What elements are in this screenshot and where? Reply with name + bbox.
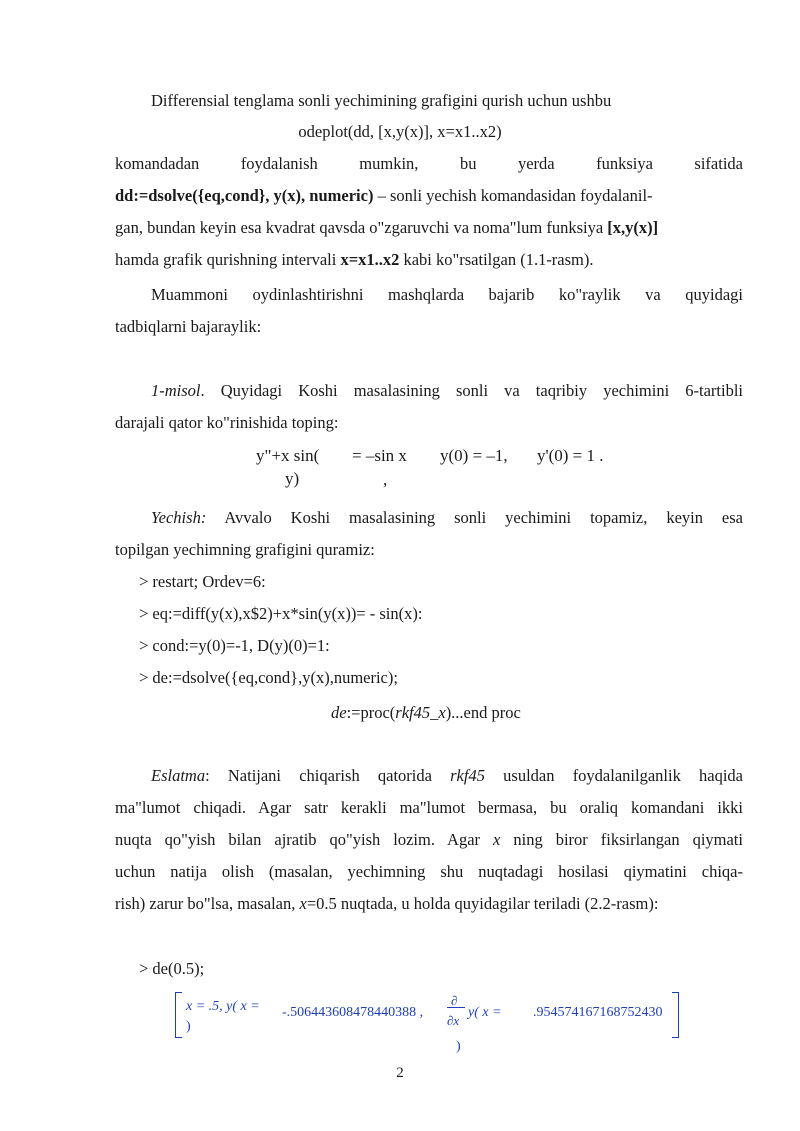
text: nuqta qo"yish bilan ajratib qo"yish lozim. Agar bbox=[115, 830, 494, 849]
text: Avvalo Koshi masalasining sonli yechimini topamiz, keyin esa bbox=[206, 508, 743, 527]
odeplot-command: odeplot(dd, [x,y(x)], x=x1..x2) bbox=[298, 122, 502, 141]
partial-dx: ∂x bbox=[447, 1013, 460, 1028]
out-x: x = .5, y( x = bbox=[186, 999, 260, 1014]
code-line1: > restart; Ordev=6: bbox=[139, 572, 266, 591]
para2-line2: tadbiqlarni bajaraylik: bbox=[115, 317, 262, 336]
text: . Quyidagi Koshi masalasining sonli va taqribiy yechimini 6-tartibli bbox=[200, 381, 743, 400]
note-line3 bbox=[115, 829, 743, 851]
out-paren-2: ) bbox=[456, 1039, 461, 1054]
x-italic: x bbox=[493, 830, 501, 849]
code-line3: > cond:=y(0)=-1, D(y)(0)=1: bbox=[139, 636, 330, 655]
output-rkf: rkf45_x bbox=[395, 703, 446, 722]
x-italic: x bbox=[299, 894, 307, 913]
equation-rhs: = –sin x bbox=[352, 446, 407, 465]
out-paren: ) bbox=[186, 1019, 191, 1034]
note-line2: ma"lumot chiqadi. Agar satr kerakli ma"lumot bermasa, bu oraliq komandani ikki bbox=[115, 798, 743, 817]
out-value-1: -.506443608478440388 , bbox=[282, 1005, 424, 1020]
solution-line2: topilgan yechimning grafigini quramiz: bbox=[115, 540, 375, 559]
para1-line4 bbox=[115, 185, 653, 207]
code-line2: > eq:=diff(y(x),x$2)+x*sin(y(x))= - sin(x): bbox=[139, 604, 423, 623]
out-y: y( x = bbox=[468, 1005, 502, 1020]
page-number: 2 bbox=[396, 1065, 404, 1081]
text: gan, bundan keyin esa kvadrat qavsda o"zgaruvchi va noma"lum funksiya bbox=[115, 218, 608, 237]
text: : Natijani chiqarish qatorida bbox=[205, 766, 451, 785]
para1-line3 bbox=[115, 153, 743, 175]
fraction-bar bbox=[447, 1007, 465, 1008]
solution-line1 bbox=[151, 507, 743, 529]
output-de: de bbox=[331, 703, 347, 722]
left-bracket bbox=[175, 992, 182, 1038]
text: ning biror fiksirlangan qiymati bbox=[500, 830, 743, 849]
word: funksiya bbox=[596, 154, 653, 173]
example-line2: darajali qator ko"rinishida toping: bbox=[115, 413, 339, 432]
equation-lhs: y"+x sin( bbox=[256, 446, 320, 465]
text: hamda grafik qurishning intervali bbox=[115, 250, 341, 269]
word: mumkin, bbox=[359, 154, 419, 173]
example-line1 bbox=[151, 380, 743, 402]
text: usuldan foydalanilganlik haqida bbox=[484, 766, 743, 785]
word: bu bbox=[459, 154, 477, 173]
word: foydalanish bbox=[240, 154, 318, 173]
code-output bbox=[331, 702, 521, 724]
text: =0.5 nuqtada, u holda quyidagilar teriladi (2.2-rasm): bbox=[306, 894, 659, 913]
equation-under-y: y) bbox=[285, 469, 300, 488]
text: – sonli yechish komandasidan foydalanil- bbox=[373, 186, 653, 205]
para1-line6 bbox=[115, 249, 594, 271]
text: )...end proc bbox=[445, 703, 521, 722]
out-value-2: .954574167168752430 bbox=[533, 1005, 663, 1020]
para2-line1: Muammoni oydinlashtirishni mashqlarda bajarib ko"raylik va quyidagi bbox=[151, 285, 743, 304]
interval-bold: x=x1..x2 bbox=[340, 250, 400, 269]
equation-ic1: y(0) = –1, bbox=[440, 446, 508, 465]
de-call-command: > de(0.5); bbox=[139, 959, 205, 978]
text: :=proc( bbox=[346, 703, 396, 722]
word: yerda bbox=[517, 154, 555, 173]
note-line5 bbox=[115, 893, 658, 915]
example-label: 1-misol bbox=[151, 381, 201, 400]
text: kabi ko"rsatilgan (1.1-rasm). bbox=[399, 250, 594, 269]
xy-bold: [x,y(x)] bbox=[607, 218, 659, 237]
equation-comma: , bbox=[383, 470, 388, 489]
para1-line1: Differensial tenglama sonli yechimining grafigini qurish uchun ushbu bbox=[151, 91, 612, 110]
text: rish) zarur bo"lsa, masalan, bbox=[115, 894, 300, 913]
solution-label: Yechish: bbox=[151, 508, 207, 527]
word: komandadan bbox=[115, 154, 200, 173]
code-line4: > de:=dsolve({eq,cond},y(x),numeric); bbox=[139, 668, 398, 687]
partial-symbol: ∂ bbox=[451, 993, 458, 1008]
word: sifatida bbox=[694, 154, 743, 173]
note-rkf: rkf45 bbox=[450, 766, 485, 785]
para1-line5 bbox=[115, 217, 658, 239]
dsolve-bold: dd:=dsolve({eq,cond}, y(x), numeric) bbox=[115, 186, 374, 205]
right-bracket bbox=[672, 992, 679, 1038]
note-label: Eslatma bbox=[151, 766, 206, 785]
equation-ic2: y'(0) = 1 . bbox=[537, 446, 604, 465]
note-line1 bbox=[151, 765, 743, 787]
note-line4: uchun natija olish (masalan, yechimning shu nuqtadagi hosilasi qiymatini chiqa- bbox=[115, 862, 743, 881]
